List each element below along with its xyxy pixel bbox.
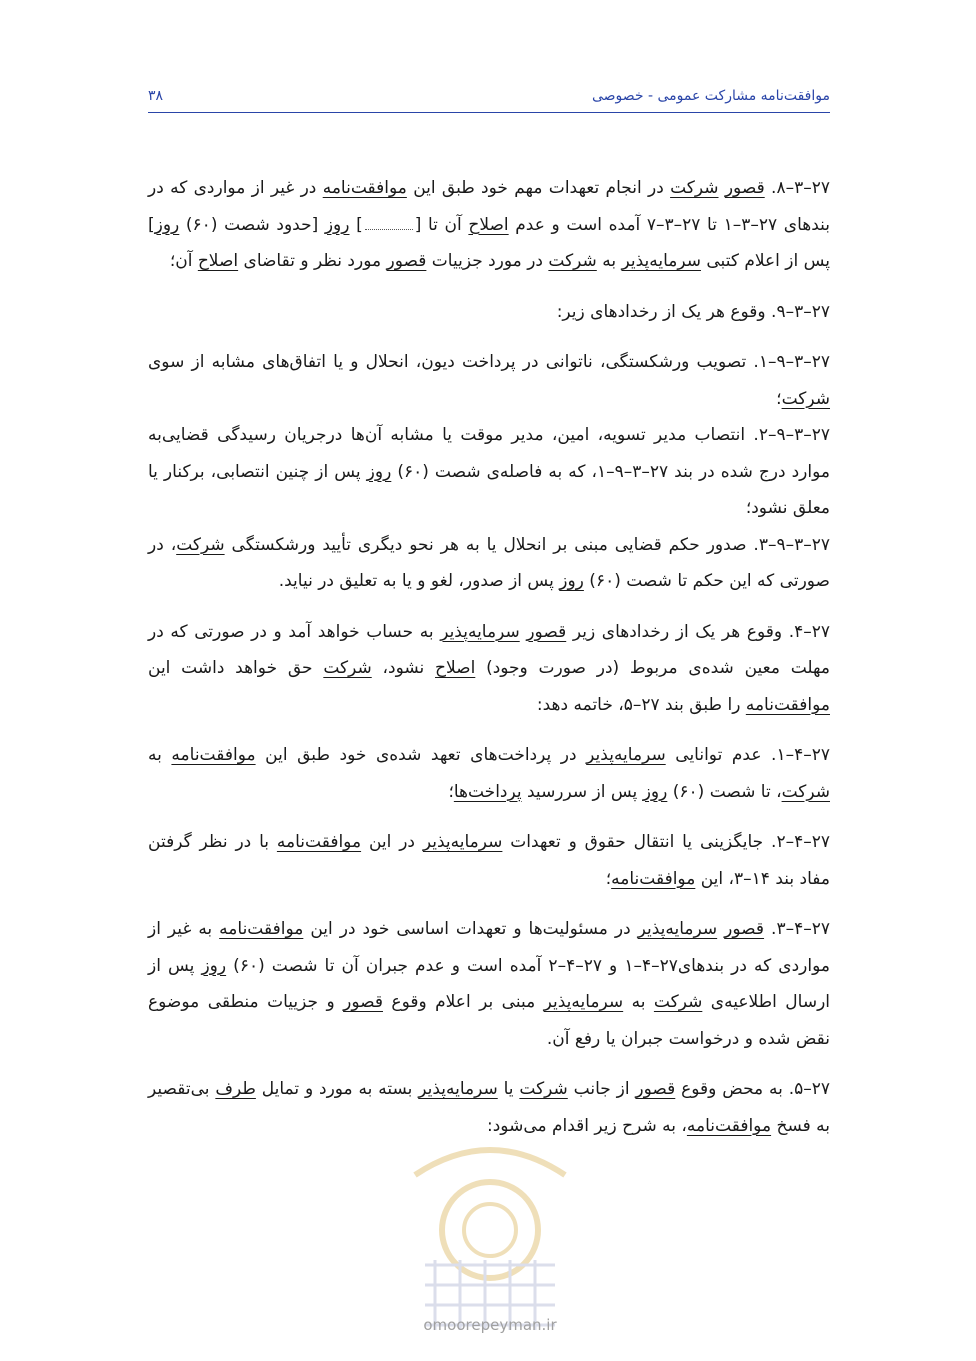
text: در غیر از مواردی که در بندهای ۲۷–۳–۱ تا ۲۷–۳–۷ آمده است و عدم xyxy=(148,178,830,235)
defined-term: طرف xyxy=(215,1079,256,1099)
text: ، در صورتی که این حکم تا شصت (۶۰) xyxy=(148,534,830,591)
text: در مسئولیت‌ها و تعهدات اساسی خود در این xyxy=(303,919,638,939)
text: آن تا [ xyxy=(414,214,469,235)
defined-term: اصلاح xyxy=(468,214,509,235)
text: ۲۷–۵. به محض وقوع xyxy=(675,1079,831,1099)
text: ۲۷–۳–۹–۱. تصویب ورشکستگی، ناتوانی در پرداخت دیون، انحلال و یا اتفاق‌های مشابه از سوی xyxy=(148,352,830,372)
defined-term: سرمایه‌پذیر xyxy=(621,251,701,271)
watermark-logo-icon xyxy=(395,1135,585,1335)
defined-term: قصور xyxy=(526,621,567,642)
text: ؛ xyxy=(605,868,612,889)
text: به غیر از مواردی که در بندهای۲۷–۴–۱ و ۲۷–۴–۲ آمده است و عدم جبران آن تا شصت (۶۰) xyxy=(148,919,830,976)
defined-term: سرمایه‌پذیر xyxy=(422,832,503,852)
defined-term: اصلاح xyxy=(435,658,476,678)
text: پس از ارسال اطلاعیه‌ی xyxy=(148,955,831,1012)
clause-27-3-9-1 xyxy=(148,344,830,417)
text: یا xyxy=(497,1079,520,1099)
text: بی‌تقصیر به فسخ xyxy=(148,1079,830,1136)
defined-term: موافقت‌نامه xyxy=(686,1115,772,1136)
text: پس از چنین انتصابی، برکنار یا معلق نشود؛ xyxy=(148,461,830,518)
defined-term: روز xyxy=(366,461,392,482)
defined-term: روز xyxy=(324,214,350,235)
text: در انجام تعهدات مهم خود طبق این xyxy=(406,178,671,198)
text: [حدود شصت (۶۰) xyxy=(179,214,325,235)
text: در پرداخت‌های تعهد شده‌ی خود طبق این xyxy=(255,745,587,765)
text: ] پس از اعلام کتبی xyxy=(148,214,830,271)
defined-term: موافقت‌نامه xyxy=(276,832,362,852)
text: پس از صدور، لغو و یا به تعلیق در نیاید. xyxy=(278,571,560,591)
clause-27-3-9-3 xyxy=(148,527,830,600)
text: ؛ xyxy=(448,781,454,802)
text: ۲۷–۴–۲. جایگزینی یا انتقال حقوق و تعهدات xyxy=(502,832,830,852)
defined-term: اصلاح xyxy=(197,251,239,271)
text: ۲۷–۳–۸. xyxy=(764,178,830,198)
text: به حساب خواهد آمد و در صورتی که در مهلت معین شده‌ی مربوط (در صورت وجود) xyxy=(148,621,830,678)
text: ۲۷–۳–۹. وقوع هر یک از رخدادهای زیر: xyxy=(556,301,830,322)
text: ] xyxy=(349,214,363,235)
defined-term: شرکت xyxy=(519,1079,568,1099)
defined-term: سرمایه‌پذیر xyxy=(440,621,520,642)
page-header xyxy=(148,84,830,113)
text: را طبق بند ۲۷–۵، خاتمه دهد: xyxy=(536,694,746,715)
defined-term: روز xyxy=(201,955,227,976)
text: حق خواهد داشت این xyxy=(148,658,324,678)
clause-27-3-9 xyxy=(148,294,830,331)
defined-term: شرکت xyxy=(670,178,719,198)
text: با در نظر گرفتن مفاد بند ۱۴–۳، این xyxy=(148,832,830,889)
text: ، تا شصت (۶۰) xyxy=(667,781,782,802)
footer-watermark-text: omoorepeyman.ir xyxy=(423,1316,557,1334)
document-body xyxy=(148,170,830,1158)
defined-term: سرمایه‌پذیر xyxy=(586,745,666,765)
header-title: موافقت‌نامه مشارکت عمومی - خصوصی xyxy=(591,88,830,104)
clause-27-3-8 xyxy=(148,170,830,280)
clause-27-4-3 xyxy=(148,911,830,1057)
text: ۲۷–۴–۳. xyxy=(764,919,830,939)
text: ۲۷–۴. وقوع هر یک از رخدادهای زیر xyxy=(566,621,831,642)
defined-term: شرکت xyxy=(176,534,225,555)
text: بسته به مورد و تمایل xyxy=(255,1079,419,1099)
defined-term: موافقت‌نامه xyxy=(322,178,407,198)
defined-term: قصور xyxy=(635,1079,676,1099)
defined-term: قصور xyxy=(386,251,427,271)
text: ؛ xyxy=(776,388,782,409)
blank-field xyxy=(365,215,413,230)
defined-term: شرکت xyxy=(323,658,372,678)
defined-term: روز xyxy=(642,781,668,802)
text: از جانب xyxy=(567,1079,636,1099)
text: مورد نظر و تقاضای xyxy=(238,251,387,271)
text: ، به شرح زیر اقدام می‌شود: xyxy=(487,1115,687,1136)
defined-term: شرکت xyxy=(548,251,597,271)
defined-term: سرمایه‌پذیر xyxy=(637,919,718,939)
text: آن؛ xyxy=(169,251,198,271)
text: در مورد جزییات xyxy=(426,251,549,271)
text: در این xyxy=(361,832,423,852)
defined-term: قصور xyxy=(724,919,765,939)
text: مبنی بر اعلام وقوع xyxy=(382,992,544,1012)
defined-term: سرمایه‌پذیر xyxy=(543,992,624,1012)
defined-term: قصور xyxy=(343,992,383,1012)
defined-term: روز xyxy=(559,571,584,591)
defined-term: شرکت xyxy=(653,992,703,1012)
text: به xyxy=(148,745,172,765)
defined-term: سرمایه‌پذیر xyxy=(418,1079,498,1099)
page-number: ۳۸ xyxy=(148,88,164,104)
text: پس از سررسید xyxy=(521,781,643,802)
clause-27-3-9-2 xyxy=(148,417,830,527)
clause-27-4-1 xyxy=(148,737,830,810)
clause-27-4 xyxy=(148,614,830,724)
defined-term: شرکت xyxy=(781,388,830,409)
defined-term: قصور xyxy=(724,178,765,198)
text: و جزییات منطقی موضوع نقض شده و درخواست جبران یا رفع آن. xyxy=(148,992,830,1049)
text: ۲۷–۳–۹–۳. صدور حکم قضایی مبنی بر انحلال یا به هر نحو دیگری تأیید ورشکستگی xyxy=(224,534,830,555)
text: ۲۷–۳–۹–۲. انتصاب مدیر تسویه، امین، مدیر موقت یا مشابه آن‌ها درجریان رسیدگی قضایی‌به موارد درج شده در بند ۲۷–۳–۹–۱، که به فاصله‌ی شصت (۶۰) xyxy=(148,425,830,482)
clause-27-4-2 xyxy=(148,824,830,897)
text: به xyxy=(623,992,654,1012)
defined-term: روز xyxy=(154,214,180,235)
defined-term: موافقت‌نامه xyxy=(611,868,696,889)
defined-term: شرکت xyxy=(781,781,830,802)
text: نشود، xyxy=(371,658,436,678)
text: به xyxy=(596,251,622,271)
clause-27-5 xyxy=(148,1071,830,1144)
defined-term: موافقت‌نامه xyxy=(219,919,304,939)
text: ۲۷–۴–۱. عدم توانایی xyxy=(665,745,831,765)
defined-term: موافقت‌نامه xyxy=(745,694,830,715)
defined-term: پرداخت‌ها xyxy=(453,781,522,802)
defined-term: موافقت‌نامه xyxy=(171,745,256,765)
